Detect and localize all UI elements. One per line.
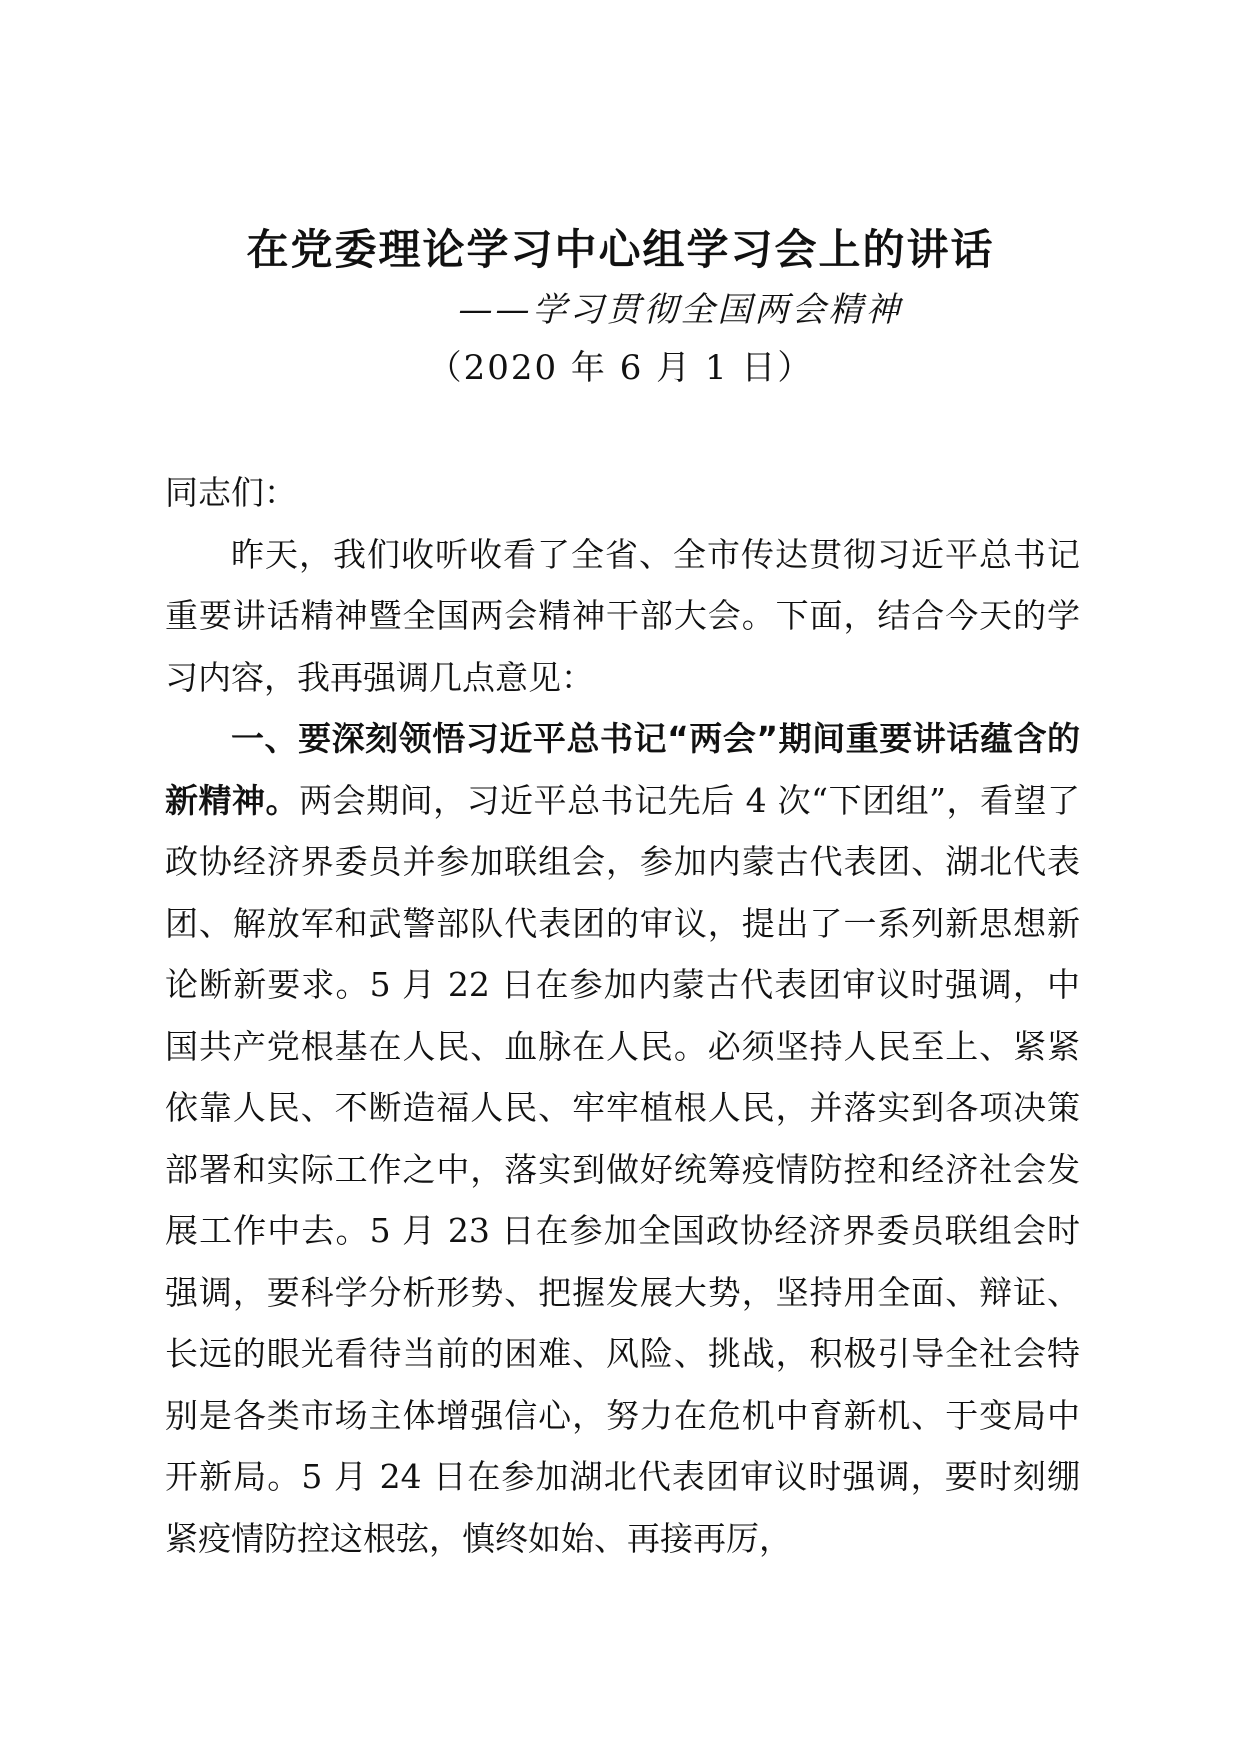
document-date: （2020 年 6 月 1 日） <box>427 348 814 388</box>
document-subtitle: ——学习贯彻全国两会精神 <box>458 290 903 330</box>
section-1-heading: 一、要深刻领悟习近平总书记“两会”期间重要讲话蕴含的新精神。 <box>165 719 1080 820</box>
section-1-paragraph <box>165 708 1080 1569</box>
document-body <box>165 462 1080 1569</box>
salutation: 同志们： <box>165 473 297 512</box>
document-title: 在党委理论学习中心组学习会上的讲话 <box>246 225 995 274</box>
section-1-text: 两会期间，习近平总书记先后 4 次“下团组”，看望了政协经济界委员并参加联组会，参加内蒙古代表团、湖北代表团、解放军和武警部队代表团的审议，提出了一系列新思想新论断新要求。5 月 22 日在参加内蒙古代表团审议时强调，中国共产党根基在人民、血脉在人民。必须坚持人民至上、紧紧依靠人民、不断造福人民、牢牢植根人民，并落实到各项决策部署和实际工作之中，落实到做好统筹疫情防控和经济社会发展工作中去。5 月 23 日在参加全国政协经济界委员联组会时强调，要科学分析形势、把握发展大势，坚持用全面、辩证、长远的眼光看待当前的困难、风险、挑战，积极引导全社会特别是各类市场主体增强信心，努力在危机中育新机、于变局中开新局。5 月 24 日在参加湖北代表团审议时强调，要时刻绷紧疫情防控这根弦，慎终如始、再接再厉， <box>165 780 1081 1558</box>
paragraph-intro: 昨天，我们收听收看了全省、全市传达贯彻习近平总书记重要讲话精神暨全国两会精神干部大会。下面，结合今天的学习内容，我再强调几点意见： <box>165 534 1080 697</box>
